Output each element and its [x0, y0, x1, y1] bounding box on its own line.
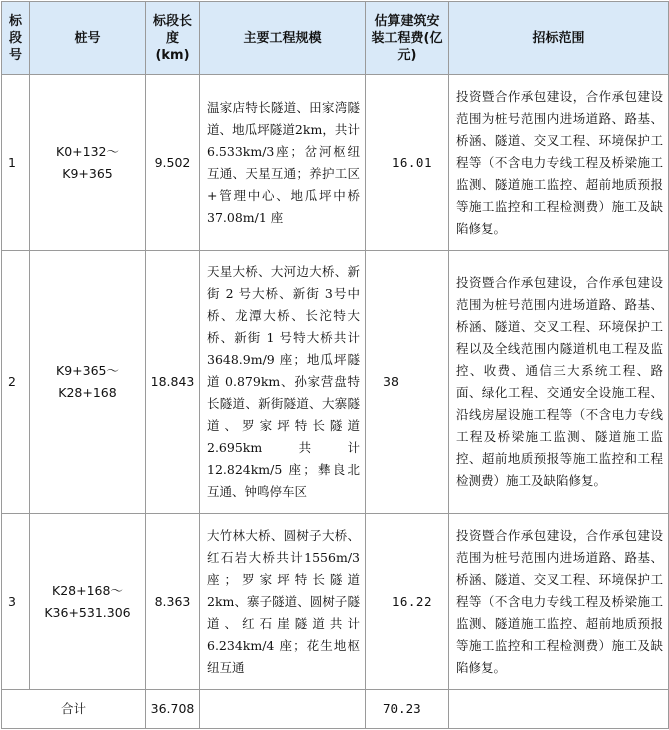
header-length: 标段长度(km)	[146, 2, 200, 75]
stake-end: K28+168	[58, 385, 117, 400]
table-row	[2, 75, 669, 251]
section-number: 1	[2, 75, 30, 251]
main-works-scale: 天星大桥、大河边大桥、新街 2 号大桥、新街 3号中桥、龙潭大桥、长沱特大桥、新街 1 号特大桥共计 3648.9m/9 座；地瓜坪隧道 0.879km、孙家营盘特长隧道、新街隧道、大寨隧道、罗家坪特长隧道 2.695km共计 12.824km/5 座；彝良北互通、钟鸣停车区	[200, 251, 366, 514]
bid-section-table	[1, 1, 669, 729]
total-cost: 70.23	[366, 690, 449, 729]
stake-start: K0+132～	[56, 143, 119, 159]
total-row	[2, 690, 669, 729]
table-row	[2, 514, 669, 690]
main-works-scale: 大竹林大桥、圆树子大桥、红石岩大桥共计1556m/3 座；罗家坪特长隧道 2km、寨子隧道、圆树子隧道、红石崖隧道共计 6.234km/4 座；花生地枢纽互通	[200, 514, 366, 690]
total-scale-empty	[200, 690, 366, 729]
stake-range	[30, 75, 146, 251]
estimated-cost: 16.22	[366, 514, 449, 690]
table-row	[2, 251, 669, 514]
section-length: 9.502	[146, 75, 200, 251]
section-number: 2	[2, 251, 30, 514]
estimated-cost: 38	[366, 251, 449, 514]
bid-scope: 投资暨合作承包建设，合作承包建设范围为桩号范围内进场道路、路基、桥涵、隧道、交叉工程、环境保护工程等（不含电力专线工程及桥梁施工监测、隧道施工监控、超前地质预报等施工监控和工程检测费）施工及缺陷修复。	[449, 514, 669, 690]
bid-scope: 投资暨合作承包建设，合作承包建设范围为桩号范围内进场道路、路基、桥涵、隧道、交叉工程、环境保护工程等（不含电力专线工程及桥梁施工监测、隧道施工监控、超前地质预报等施工监控和工程检测费）施工及缺陷修复。	[449, 75, 669, 251]
stake-range	[30, 514, 146, 690]
section-length: 8.363	[146, 514, 200, 690]
header-section: 标段号	[2, 2, 30, 75]
header-cost: 估算建筑安装工程费(亿元)	[366, 2, 449, 75]
section-length: 18.843	[146, 251, 200, 514]
total-label: 合计	[2, 690, 146, 729]
header-scope: 招标范围	[449, 2, 669, 75]
stake-range	[30, 251, 146, 514]
stake-end: K36+531.306	[44, 604, 131, 620]
total-scope-empty	[449, 690, 669, 729]
header-stake: 桩号	[30, 2, 146, 75]
table-header	[2, 2, 669, 75]
header-scale: 主要工程规模	[200, 2, 366, 75]
main-works-scale: 温家店特长隧道、田家湾隧道、地瓜坪隧道2km，共计 6.533km/3座；岔河枢纽互通、天星互通；养护工区+管理中心、地瓜坪中桥37.08m/1 座	[200, 75, 366, 251]
stake-start: K9+365～	[56, 363, 119, 378]
estimated-cost: 16.01	[366, 75, 449, 251]
stake-start: K28+168～	[52, 582, 123, 598]
stake-end: K9+365	[62, 165, 113, 181]
total-length: 36.708	[146, 690, 200, 729]
bid-scope: 投资暨合作承包建设，合作承包建设范围为桩号范围内进场道路、路基、桥涵、隧道、交叉工程、环境保护工程以及全线范围内隧道机电工程及监控、收费、通信三大系统工程、路面、绿化工程、交通安全设施工程、沿线房屋设施工程等（不含电力专线工程及桥梁施工监测、隧道施工监控、超前地质预报等施工监控和工程检测费）施工及缺陷修复。	[449, 251, 669, 514]
section-number: 3	[2, 514, 30, 690]
